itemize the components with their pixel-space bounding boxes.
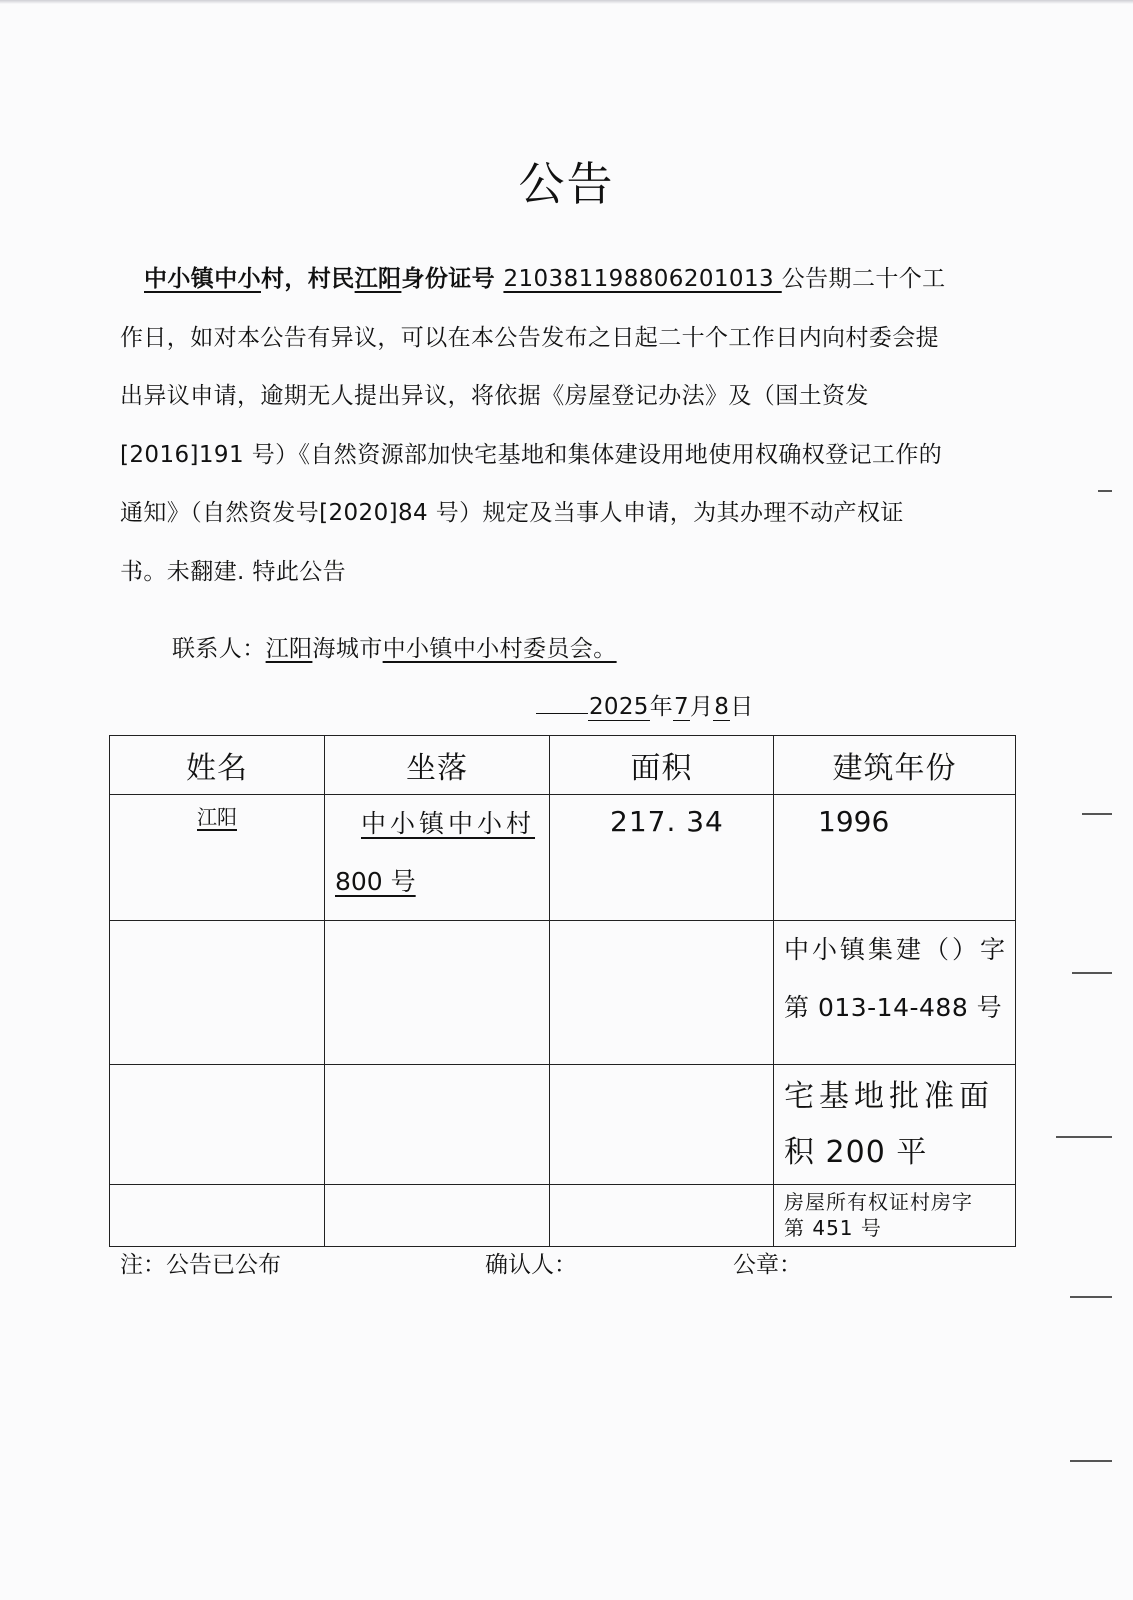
house-line2: 第 451 号 [784,1216,882,1240]
cert-line2: 第 013-14-488 号 [784,993,1003,1022]
date-month-char: 月 [689,694,714,720]
footer-seal: 公章： [733,1252,802,1278]
cell-empty [325,1065,550,1185]
page-title: 公告 [518,157,615,211]
cell-empty [550,1185,774,1247]
cell-empty [110,1185,325,1247]
binding-mark [1098,490,1112,492]
registration-table [109,735,1016,1247]
date-month: 7 [674,694,689,720]
cell-homestead-area [774,1065,1016,1185]
notice-date [536,688,754,721]
owner-name: 江阳 [197,805,237,829]
table-row [110,795,1016,921]
cell-house-cert [774,1185,1016,1247]
homestead-line2: 积 200 平 [784,1135,928,1170]
table-header-row [110,736,1016,795]
notice-paragraph [120,250,950,602]
location-line1: 中小镇中小村 [361,809,536,838]
cell-empty [110,921,325,1065]
date-blank-line [536,691,588,714]
date-year-char: 年 [649,694,674,720]
village-suffix: 村 [261,266,285,292]
cert-line1: 中小镇集建（）字 [784,935,1009,964]
cell-location [325,795,550,921]
villager-label: ，村民 [284,266,355,292]
cell-area: 217. 34 [550,795,774,921]
homestead-line1: 宅基地批准面 [784,1079,994,1114]
id-number: 210381198806201013 [503,266,782,292]
scan-edge [0,0,1133,4]
date-day-char: 日 [730,694,754,720]
id-label: 身份证号 [401,266,504,292]
header-location: 坐落 [325,736,550,795]
cell-year: 1996 [774,795,1016,921]
table-row [110,1185,1016,1247]
table-row [110,1065,1016,1185]
binding-mark [1070,1296,1112,1298]
contact-org: 中小镇中小村委员会。 [382,636,617,662]
header-area: 面积 [550,736,774,795]
footer-note: 注：公告已公布 [120,1252,281,1278]
header-year: 建筑年份 [774,736,1016,795]
table-row [110,921,1016,1065]
header-name: 姓名 [110,736,325,795]
cell-empty [550,921,774,1065]
footer-confirm: 确认人： [485,1252,577,1278]
cell-empty [550,1065,774,1185]
binding-mark [1070,1460,1112,1462]
contact-person: 江阳 [265,636,313,662]
location-line2: 800 号 [335,867,416,896]
house-line1: 房屋所有权证村房字 [784,1190,973,1214]
date-day: 8 [714,694,730,720]
contact-line [172,630,617,663]
binding-mark [1056,1136,1112,1138]
cell-name [110,795,325,921]
village-name: 中小镇中小 [144,266,261,292]
cell-empty [110,1065,325,1185]
cell-empty [325,921,550,1065]
cell-collective-cert [774,921,1016,1065]
date-year: 2025 [589,694,649,720]
cell-empty [325,1185,550,1247]
binding-mark [1072,972,1112,974]
binding-mark [1082,813,1112,815]
contact-city: 海城市 [312,636,383,662]
contact-label: 联系人： [172,636,266,662]
notice-body: 公告期二十个工作日，如对本公告有异议，可以在本公告发布之日起二十个工作日内向村委会提出异议申请，逾期无人提出异议，将依据《房屋登记办法》及（国土资发[2016]191 号）《自然资源部加快宅基地和集体建设用地使用权确权登记工作的通知》（自然资发号[2020]84 号）规定及当事人申请，为其办理不动产权证书。未翻建. 特此公告 [120,266,946,585]
villager-name: 江阳 [354,266,402,292]
